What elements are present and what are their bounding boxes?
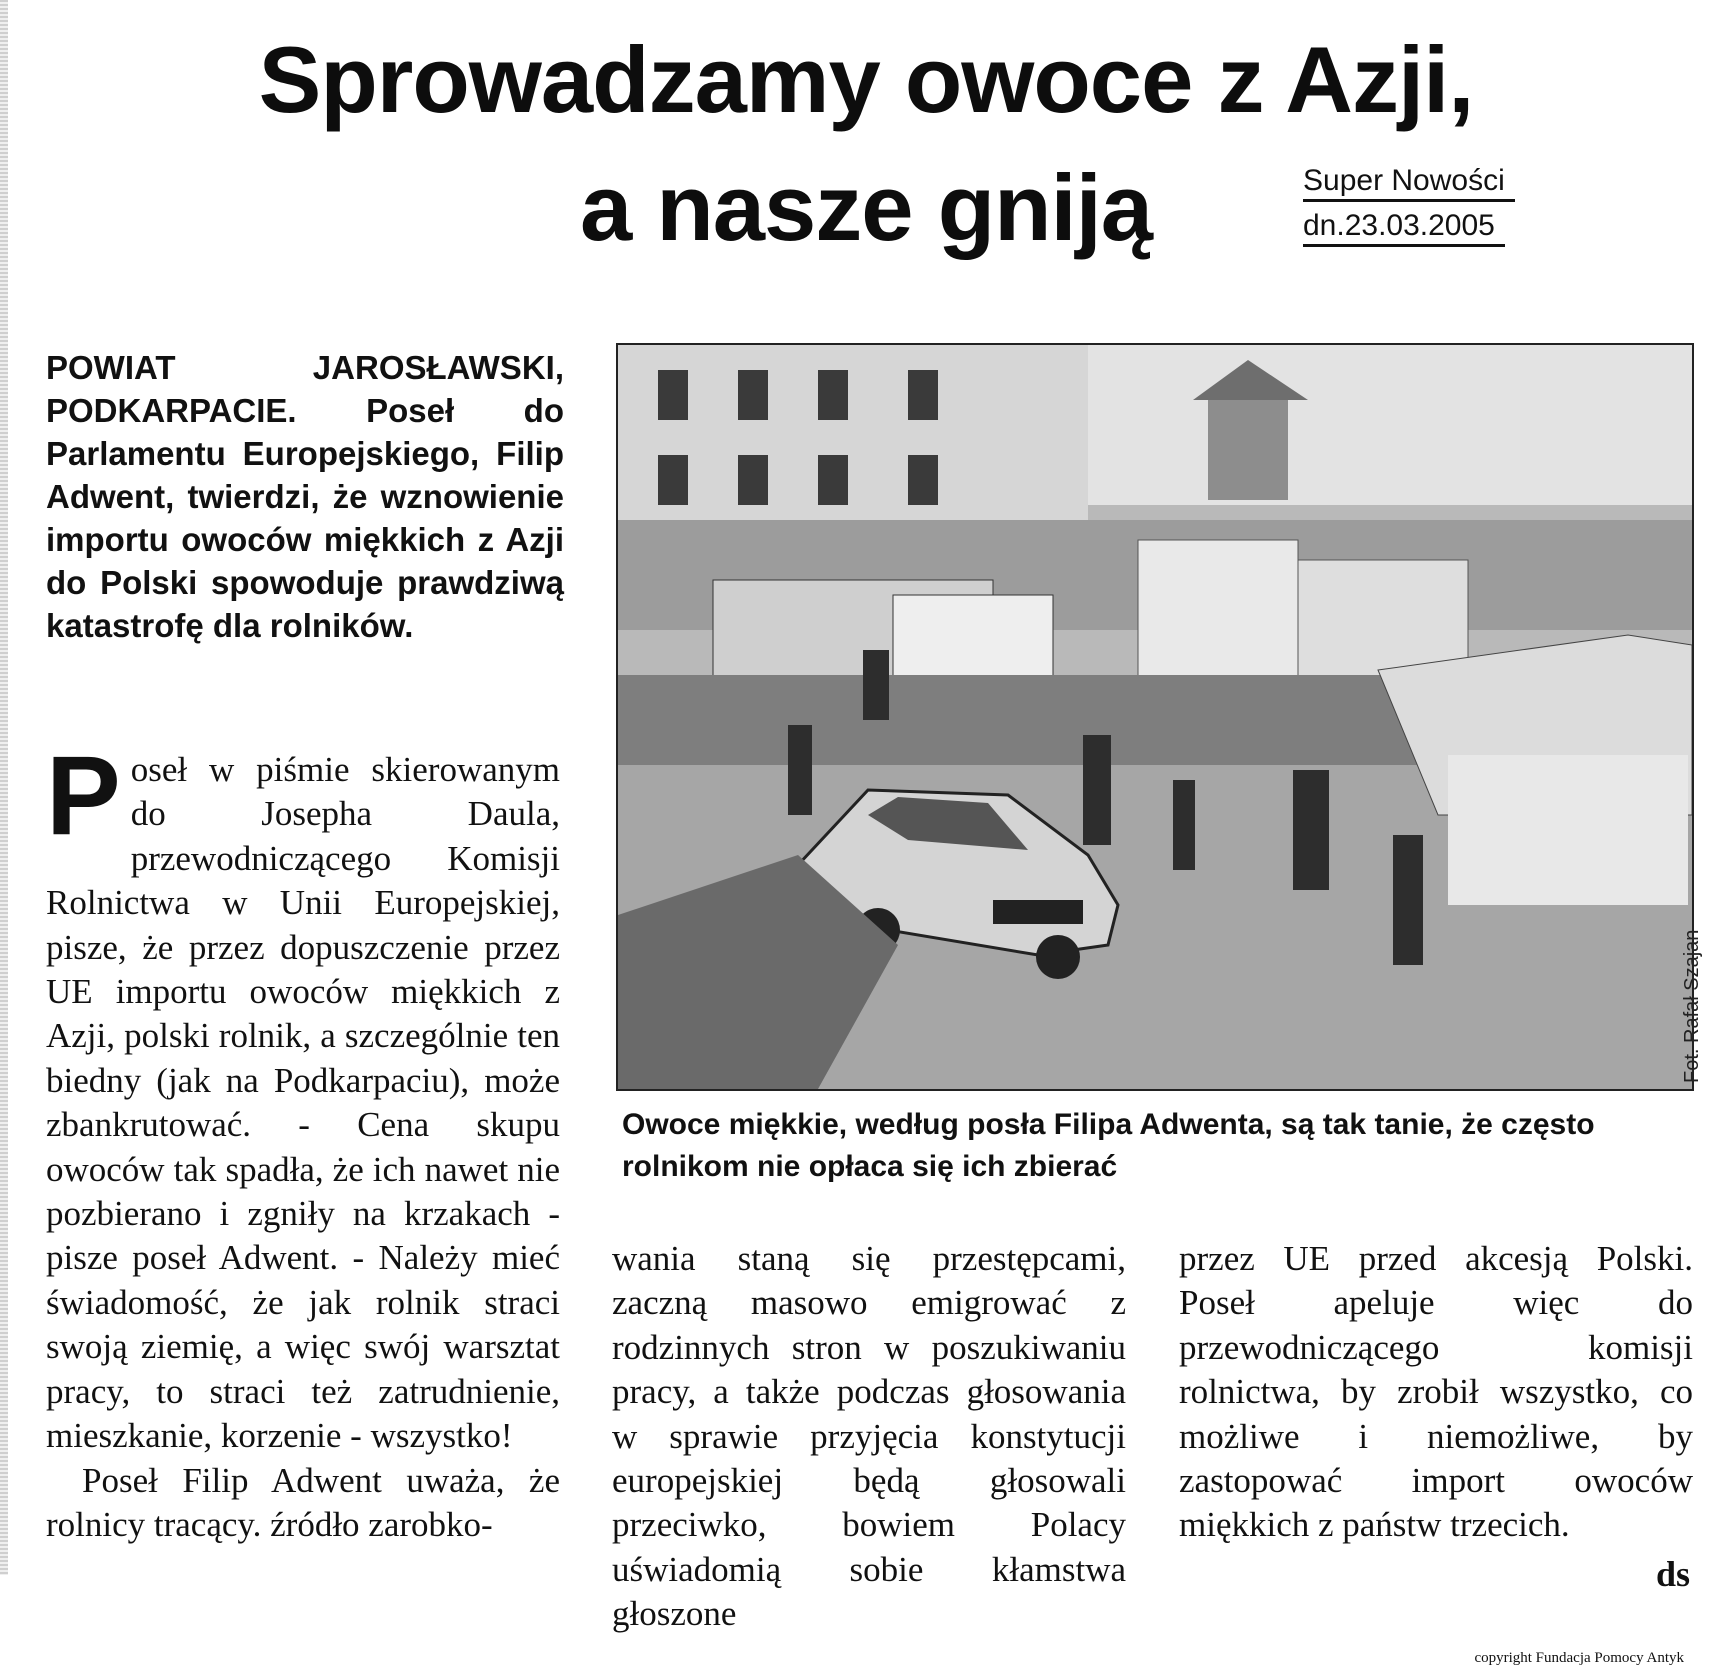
drop-cap: P [46,733,121,858]
headline-line-2: a nasze gniją [579,155,1153,260]
article-column-2-text: wania staną się przestępcami, zaczną masowo emigrować z rodzinnych stron w poszukiwaniu pracy, a także podczas głosowania w sprawie przyjęcia konstytucji europejskiej będą głosowali przeciwko, bowiem Polacy uświadomią sobie kłamstwa głoszone [612,1239,1126,1634]
article-column-3 [1179,1237,1693,1548]
source-date: dn.23.03.2005 [1303,208,1505,247]
house [1208,390,1288,500]
author-signature: ds [1655,1554,1690,1594]
market-photo-illustration [618,345,1692,1089]
source-paper: Super Nowości [1303,163,1515,202]
photo-credit: Fot. Rafał Szajan [1681,929,1703,1083]
article-paragraph-2: Poseł Filip Adwent uważa, że rolnicy tracący. źródło zarobko- [46,1460,560,1544]
market-photo [616,343,1694,1091]
photo-caption: Owoce miękkie, według posła Filipa Adwenta, są tak tanie, że często rolnikom nie opłaca się ich zbierać [622,1108,1595,1183]
fruit-crates [1448,755,1688,905]
headline-line-1: Sprowadzamy owoce z Azji, [258,27,1474,132]
article-column-2 [612,1237,1126,1637]
copyright-note: copyright Fundacja Pomocy Antyk [1474,1650,1684,1666]
article-paragraph-1 [46,733,560,1459]
article-column-3-text: przez UE przed akcesją Polski. Poseł apeluje więc do przewodniczącego komisji rolnictwa, by zrobił wszystko, co możliwe i niemożliwe, by zastopować import owoców miękkich z państw trzecich. [1179,1239,1693,1545]
lead-paragraph: POWIAT JAROSŁAWSKI, PODKARPACIE. Poseł do Parlamentu Europejskiego, Filip Adwent, twierdzi, że wznowienie importu owoców miękkich z Azji do Polski spowoduje prawdziwą katastrofę dla rolników. [46,349,564,644]
article-column-1 [46,733,560,1547]
article-paragraph-1-text: oseł w piśmie skierowanym do Josepha Daula, przewodniczącego Komisji Rolnictwa w Unii Europejskiej, pisze, że przez dopuszczenie przez UE importu owoców miękkich z Azji, polski rolnik, a szczególnie ten biedny (jak na Podkarpaciu), może zbankrutować. - Cena skupu owoców tak spadła, że ich nawet nie pozbierano i zgniły na krzakach - pisze poseł Adwent. - Należy mieć świadomość, że jak rolnik straci swoją ziemię, a więc swój warsztat pracy, to straci też zatrudnienie, mieszkanie, korzenie - wszystko! [46,750,560,1456]
